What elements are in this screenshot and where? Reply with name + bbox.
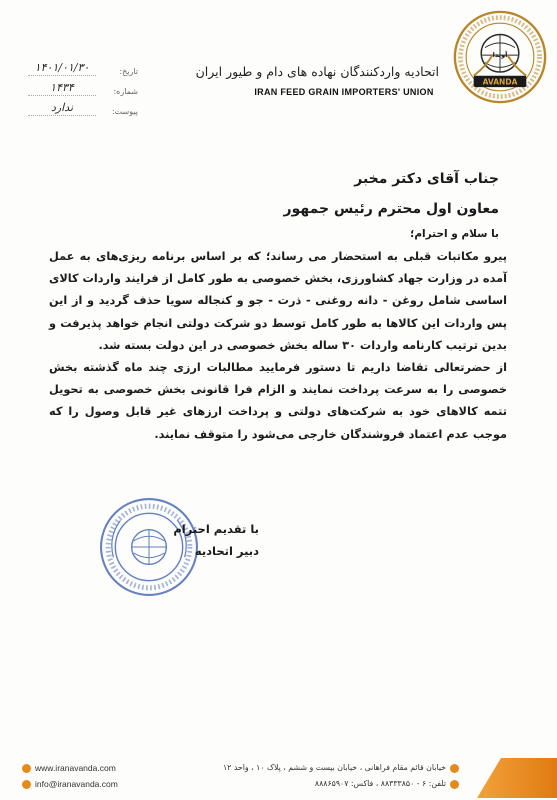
footer-address (223, 760, 459, 792)
closing-signatory: دبیر اتحادیه (194, 544, 259, 558)
number-value: ۱۴۳۴ (28, 81, 96, 96)
letter-meta (28, 56, 138, 116)
location-icon (450, 764, 459, 773)
body-paragraph-2: از حضرتعالی تقاضا داریم تا دستور فرمایید مطالبات ارزی چند ماه گذشته بخش خصوصی را به سرعت پرداخت نمایند و الزام فرا قانونی بخش خصوصی به تحویل تتمه کالاهای خود به شرکت‌های دولتی و پرداخت ارزهای غیر قابل وصول را که موجب عدم اعتماد فروشندگان خارجی می‌شود را متوقف نمایند. (49, 361, 507, 441)
body-paragraph-1: پیرو مکاتبات قبلی به استحضار می رساند؛ که بر اساس برنامه ریزی‌های به عمل آمده در وزارت جهاد کشاورزی، بخش خصوصی به طور کامل از فرایند واردات کالای اساسی شامل روغن - دانه روغنی - ذرت - جو و کنجاله سویا حذف گردید و از این پس واردات این کالاها به طور کامل توسط دو شرکت دولتی انجام خواهد پذیرفت و بدین ترتیب کارنامه واردات ۳۰ ساله بخش خصوصی در این دولت بسته شد. (49, 250, 507, 352)
logo-center-text: آوندا (492, 51, 508, 59)
logo-wordmark: AVANDA (482, 77, 518, 87)
number-row (28, 76, 138, 96)
website-line (22, 760, 118, 776)
footer-accent-bar (477, 758, 557, 798)
letter-footer (0, 758, 557, 794)
recipient-title: معاون اول محترم رئیس جمهور (283, 201, 499, 217)
recipient-block (284, 164, 499, 224)
closing-block (173, 518, 259, 562)
globe-icon (22, 764, 31, 773)
attachment-row (28, 96, 138, 116)
union-name-fa: اتحادیه واردکنندگان نهاده های دام و طیور ایران (195, 64, 439, 79)
date-value: ۱۴۰۱/۰۱/۳۰ (28, 61, 96, 76)
attachment-label: پیوست: (111, 107, 138, 116)
address-line (223, 760, 459, 776)
email-icon (22, 780, 31, 789)
date-row (28, 56, 138, 76)
email-line (22, 776, 118, 792)
closing-regards: با تقدیم احترام (173, 522, 259, 536)
attachment-value: ندارد (28, 101, 96, 116)
greeting: با سلام و احترام؛ (410, 228, 499, 240)
union-name-en: IRAN FEED GRAIN IMPORTERS' UNION (254, 87, 434, 97)
email-text[interactable]: info@iranavanda.com (35, 779, 118, 789)
footer-contacts (22, 760, 118, 792)
number-label: شماره: (113, 87, 138, 96)
address-text: خیابان قائم مقام فراهانی ، خیابان بیست و ششم ، پلاک ۱۰ ، واحد ۱۲ (222, 763, 446, 772)
recipient-name: جناب آقای دکتر مخبر (354, 171, 499, 187)
union-logo (453, 10, 547, 104)
union-name-block (195, 64, 439, 97)
website-text[interactable]: www.iranavanda.com (35, 763, 116, 773)
letter-body (49, 246, 507, 446)
phone-icon (450, 780, 459, 789)
date-label: تاریخ: (119, 67, 138, 76)
phone-line (223, 776, 459, 792)
phone-text: تلفن: ۶ - ۸۸۳۳۳۸۵۰ ، فاکس: ۸۸۸۶۵۹۰۷ (314, 779, 446, 788)
